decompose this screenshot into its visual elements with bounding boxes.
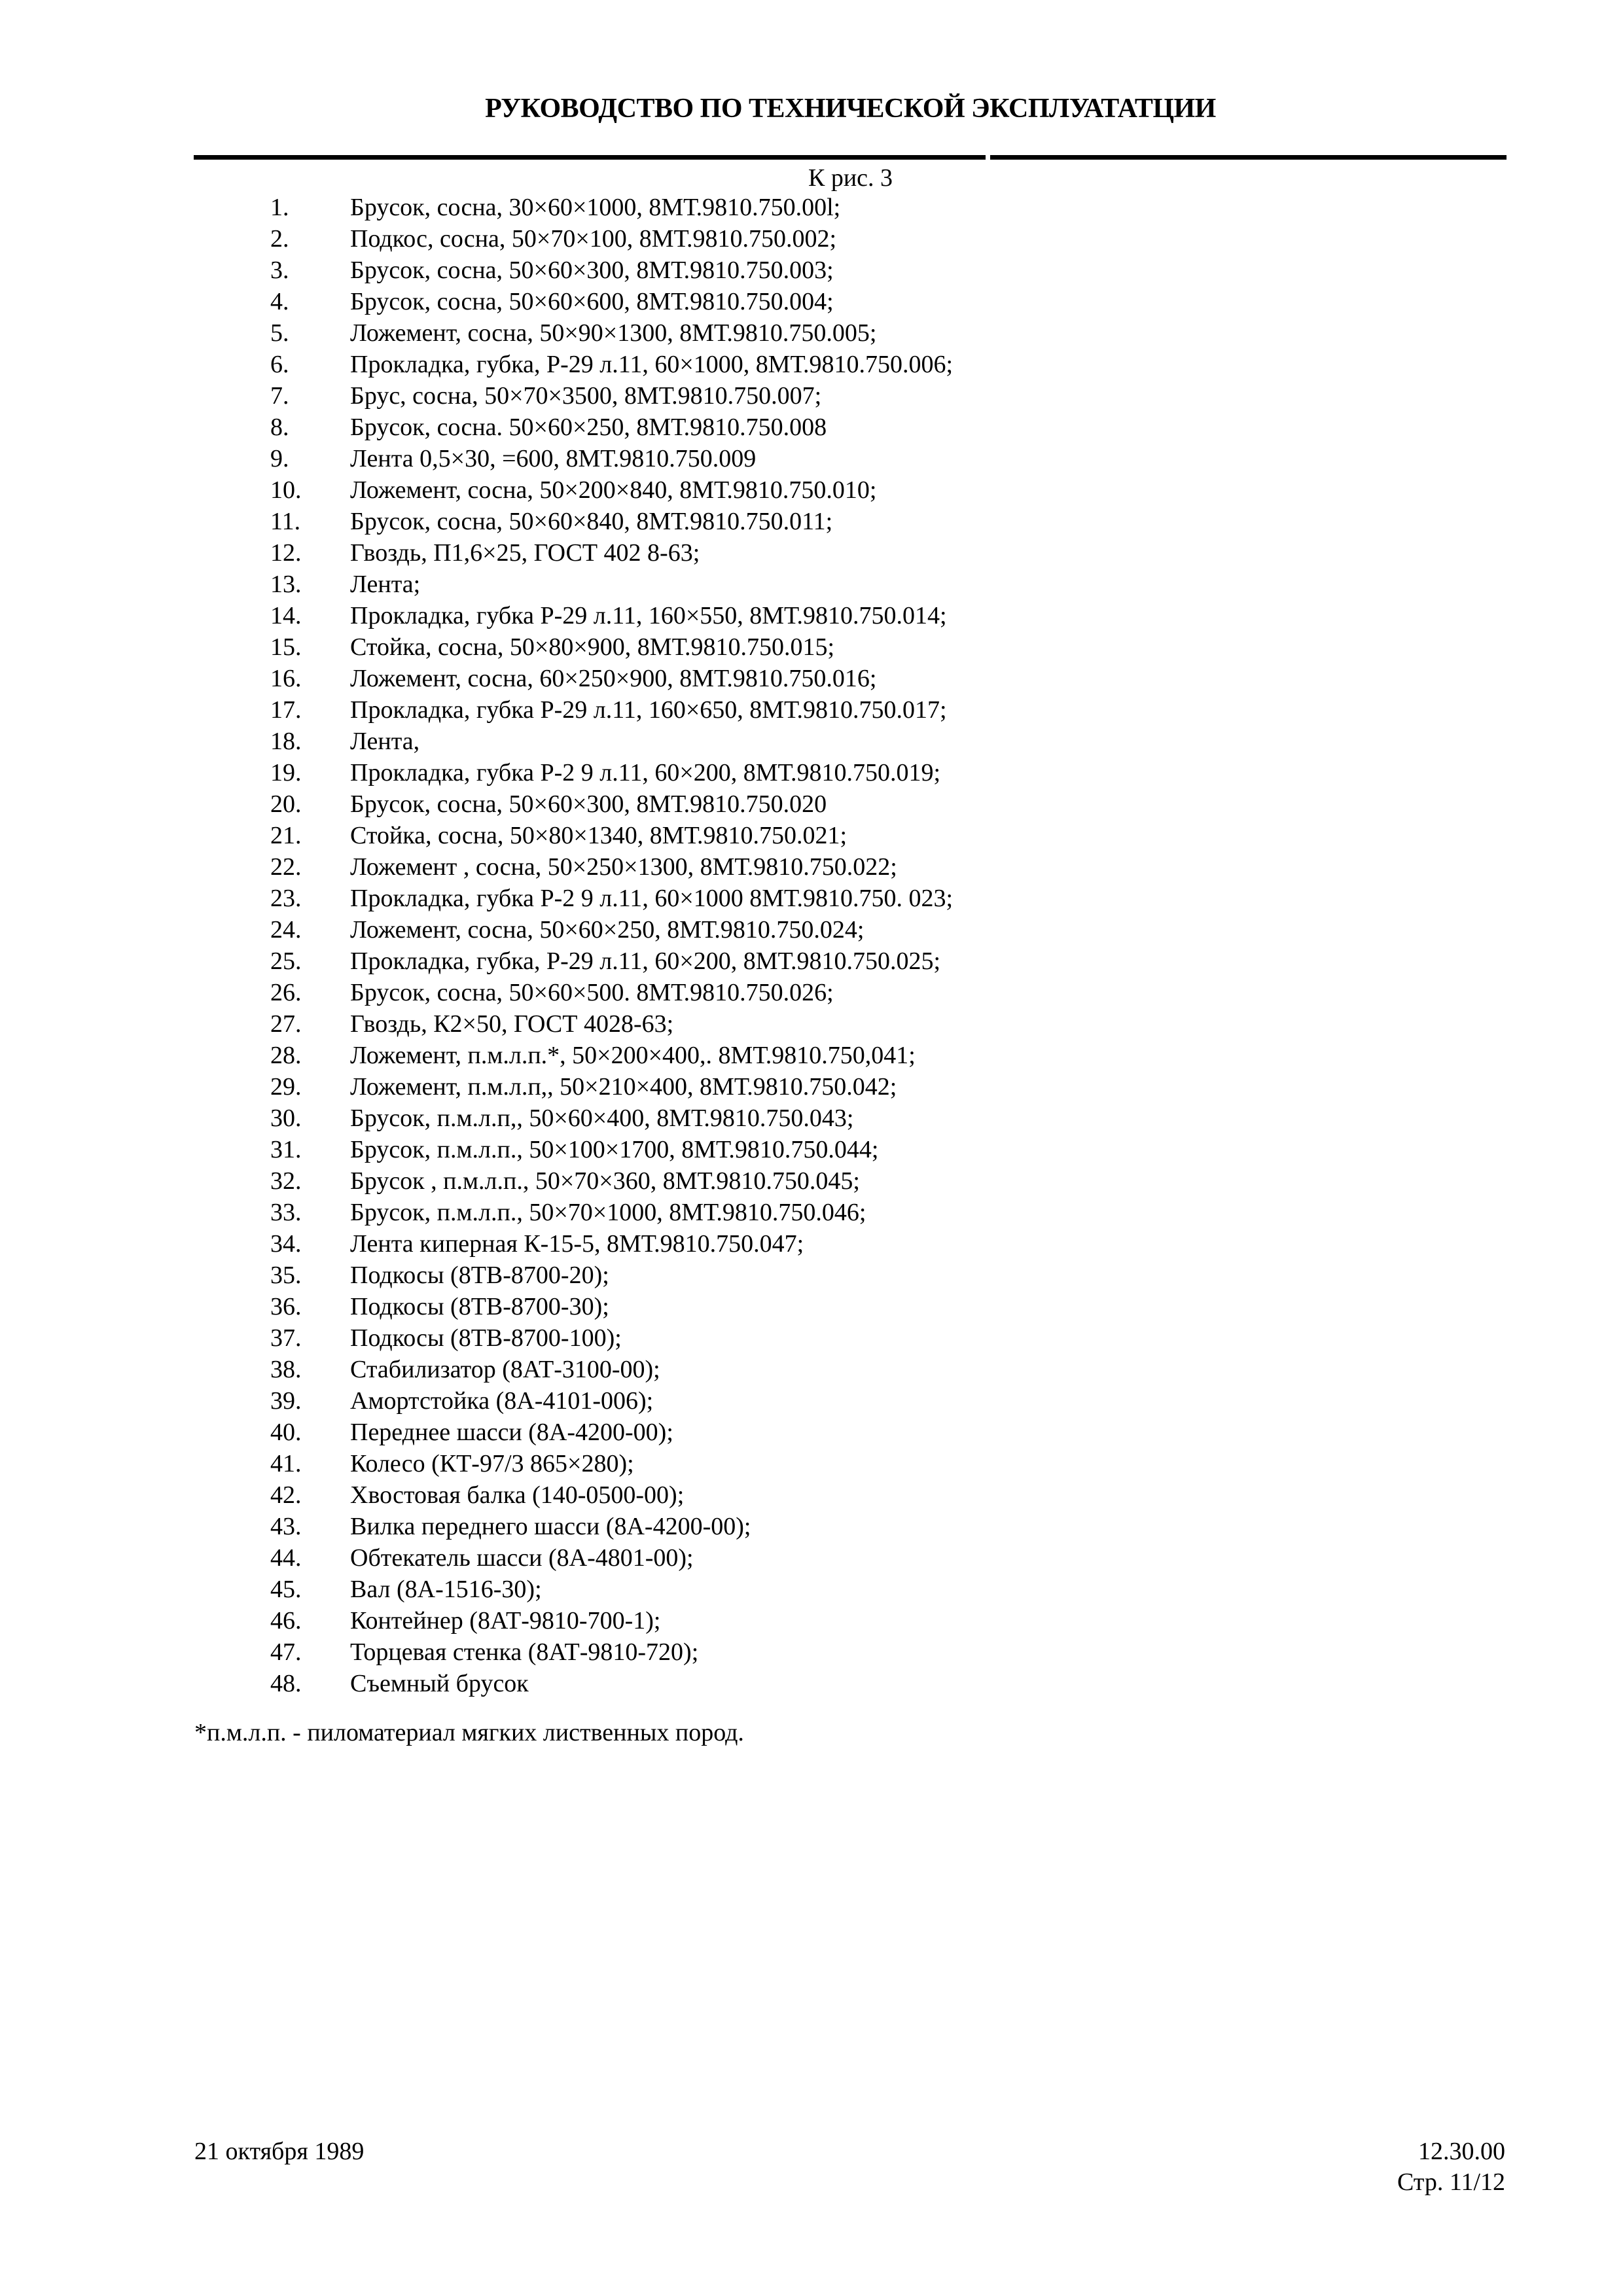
list-item-text: Колесо (КТ-97/3 865×280); — [350, 1450, 634, 1477]
list-item — [0, 1134, 1623, 1165]
document-title: РУКОВОДСТВО ПО ТЕХНИЧЕСКОЙ ЭКСПЛУАТАТЦИИ — [485, 94, 1216, 124]
list-item-text: Подкосы (8ТВ-8700-100); — [350, 1324, 622, 1352]
list-item-text: Брусок, сосна. 50×60×250, 8МТ.9810.750.008 — [350, 414, 827, 441]
list-item-text: Брусок , п.м.л.п., 50×70×360, 8МТ.9810.750.045; — [350, 1167, 860, 1195]
list-item — [0, 1479, 1623, 1511]
list-item — [0, 1668, 1623, 1699]
list-item-text: Брусок, сосна, 50×60×840, 8МТ.9810.750.011; — [350, 508, 833, 535]
list-item-text: Подкосы (8ТВ-8700-30); — [350, 1293, 609, 1320]
list-item — [0, 537, 1623, 569]
list-item-text: Ложемент, п.м.л.п,, 50×210×400, 8МТ.9810.750.042; — [350, 1073, 897, 1101]
list-item-number: 8. — [270, 414, 289, 441]
list-item-text: Обтекатель шасси (8А-4801-00); — [350, 1544, 694, 1572]
list-item-number: 3. — [270, 256, 289, 284]
list-item — [0, 506, 1623, 537]
list-item — [0, 255, 1623, 286]
list-item-number: 47. — [270, 1638, 302, 1666]
list-item-text: Прокладка, губка Р-29 л.11, 160×650, 8МТ.9810.750.017; — [350, 696, 947, 724]
list-item-number: 11. — [270, 508, 301, 535]
list-item-number: 31. — [270, 1136, 302, 1163]
footer-page-number: Стр. 11/12 — [1397, 2168, 1505, 2196]
list-item — [0, 1542, 1623, 1574]
list-item-number: 42. — [270, 1481, 302, 1509]
list-item-number: 18. — [270, 728, 302, 755]
list-item — [0, 1417, 1623, 1448]
list-item-text: Брусок, сосна, 50×60×600, 8МТ.9810.750.004; — [350, 288, 834, 315]
list-item-number: 15. — [270, 633, 302, 661]
list-item — [0, 851, 1623, 883]
list-item — [0, 1322, 1623, 1354]
list-item-number: 48. — [270, 1670, 302, 1697]
list-item-text: Лента, — [350, 728, 420, 755]
list-item-text: Ложемент, сосна, 50×90×1300, 8МТ.9810.750.005; — [350, 319, 877, 347]
list-item-number: 14. — [270, 602, 302, 629]
list-item-text: Хвостовая балка (140-0500-00); — [350, 1481, 685, 1509]
list-item-number: 16. — [270, 665, 302, 692]
list-item-text: Подкос, сосна, 50×70×100, 8МТ.9810.750.002; — [350, 225, 837, 253]
list-item-number: 38. — [270, 1356, 302, 1383]
figure-caption: К рис. 3 — [808, 164, 893, 192]
list-item — [0, 1040, 1623, 1071]
list-item-number: 28. — [270, 1042, 302, 1069]
list-item-number: 45. — [270, 1576, 302, 1603]
list-item — [0, 1071, 1623, 1103]
list-item-text: Прокладка, губка Р-2 9 л.11, 60×200, 8МТ.9810.750.019; — [350, 759, 941, 786]
list-item-number: 25. — [270, 947, 302, 975]
list-item-text: Ложемент, сосна, 50×200×840, 8МТ.9810.750.010; — [350, 476, 877, 504]
list-item-text: Прокладка, губка, Р-29 л.11, 60×1000, 8МТ.9810.750.006; — [350, 351, 954, 378]
list-item — [0, 663, 1623, 694]
list-item-number: 33. — [270, 1199, 302, 1226]
list-item-number: 7. — [270, 382, 289, 410]
list-item-number: 13. — [270, 571, 302, 598]
list-item-number: 24. — [270, 916, 302, 944]
list-item — [0, 1448, 1623, 1479]
list-item-text: Лента; — [350, 571, 421, 598]
list-item-text: Брусок, п.м.л.п,, 50×60×400, 8МТ.9810.750.043; — [350, 1104, 854, 1132]
list-item-number: 9. — [270, 445, 289, 472]
list-item-number: 34. — [270, 1230, 302, 1258]
list-item-text: Переднее шасси (8А-4200-00); — [350, 1419, 673, 1446]
list-item — [0, 349, 1623, 380]
list-item-text: Ложемент , сосна, 50×250×1300, 8МТ.9810.750.022; — [350, 853, 897, 881]
footer-date: 21 октября 1989 — [194, 2138, 365, 2165]
list-item-number: 4. — [270, 288, 289, 315]
list-item-text: Брусок, п.м.л.п., 50×70×1000, 8МТ.9810.750.046; — [350, 1199, 866, 1226]
list-item — [0, 600, 1623, 631]
list-item — [0, 914, 1623, 945]
list-item-number: 2. — [270, 225, 289, 253]
list-item-number: 21. — [270, 822, 302, 849]
list-item-text: Гвоздь, К2×50, ГОСТ 4028-63; — [350, 1010, 674, 1038]
list-item-text: Прокладка, губка Р-2 9 л.11, 60×1000 8МТ.9810.750. 023; — [350, 885, 954, 912]
list-item-number: 36. — [270, 1293, 302, 1320]
list-item — [0, 443, 1623, 474]
list-item-text: Вал (8А-1516-30); — [350, 1576, 542, 1603]
list-item-text: Съемный брусок — [350, 1670, 529, 1697]
footer-doc-code: 12.30.00 — [1418, 2138, 1505, 2165]
list-item-number: 6. — [270, 351, 289, 378]
list-item-text: Брусок, сосна, 50×60×500. 8МТ.9810.750.026; — [350, 979, 834, 1006]
list-item-text: Брус, сосна, 50×70×3500, 8МТ.9810.750.007; — [350, 382, 822, 410]
list-item — [0, 412, 1623, 443]
list-item — [0, 820, 1623, 851]
list-item-text: Ложемент, сосна, 60×250×900, 8МТ.9810.750.016; — [350, 665, 877, 692]
list-item-number: 39. — [270, 1387, 302, 1415]
list-item — [0, 631, 1623, 663]
list-item-number: 26. — [270, 979, 302, 1006]
list-item-number: 17. — [270, 696, 302, 724]
list-item-number: 12. — [270, 539, 302, 567]
list-item-number: 10. — [270, 476, 302, 504]
list-item-text: Ложемент, п.м.л.п.*, 50×200×400,. 8МТ.9810.750,041; — [350, 1042, 916, 1069]
list-item-number: 43. — [270, 1513, 302, 1540]
list-item-text: Брусок, п.м.л.п., 50×100×1700, 8МТ.9810.750.044; — [350, 1136, 879, 1163]
list-item — [0, 1574, 1623, 1605]
list-item — [0, 380, 1623, 412]
list-item — [0, 1354, 1623, 1385]
list-item-text: Амортстойка (8А-4101-006); — [350, 1387, 654, 1415]
list-item — [0, 474, 1623, 506]
list-item — [0, 1165, 1623, 1197]
header-divider — [194, 155, 1507, 160]
list-item-text: Торцевая стенка (8АТ-9810-720); — [350, 1638, 699, 1666]
list-item-number: 44. — [270, 1544, 302, 1572]
list-item-text: Стойка, сосна, 50×80×1340, 8МТ.9810.750.021; — [350, 822, 847, 849]
list-item — [0, 883, 1623, 914]
list-item-text: Брусок, сосна, 50×60×300, 8МТ.9810.750.020 — [350, 790, 827, 818]
list-item — [0, 1197, 1623, 1228]
list-item-number: 41. — [270, 1450, 302, 1477]
list-item-number: 1. — [270, 194, 289, 221]
list-item — [0, 1291, 1623, 1322]
list-item — [0, 945, 1623, 977]
list-item — [0, 788, 1623, 820]
list-item — [0, 569, 1623, 600]
list-item-number: 32. — [270, 1167, 302, 1195]
list-item-text: Стабилизатор (8АТ-3100-00); — [350, 1356, 660, 1383]
list-item-number: 29. — [270, 1073, 302, 1101]
list-item-text: Стойка, сосна, 50×80×900, 8МТ.9810.750.015; — [350, 633, 835, 661]
list-item — [0, 726, 1623, 757]
list-item — [0, 317, 1623, 349]
list-item — [0, 694, 1623, 726]
list-item-text: Прокладка, губка, Р-29 л.11, 60×200, 8МТ.9810.750.025; — [350, 947, 941, 975]
list-item-number: 27. — [270, 1010, 302, 1038]
list-item-number: 19. — [270, 759, 302, 786]
list-item — [0, 1008, 1623, 1040]
list-item-text: Брусок, сосна, 30×60×1000, 8МТ.9810.750.00l; — [350, 194, 841, 221]
list-item-number: 22. — [270, 853, 302, 881]
list-item — [0, 1228, 1623, 1260]
list-item-text: Подкосы (8ТВ-8700-20); — [350, 1262, 609, 1289]
list-item-text: Контейнер (8АТ-9810-700-1); — [350, 1607, 661, 1634]
list-item — [0, 223, 1623, 255]
list-item-number: 35. — [270, 1262, 302, 1289]
list-item — [0, 1260, 1623, 1291]
list-item-text: Лента 0,5×30, =600, 8МТ.9810.750.009 — [350, 445, 757, 472]
list-item-number: 37. — [270, 1324, 302, 1352]
list-item-text: Брусок, сосна, 50×60×300, 8МТ.9810.750.003; — [350, 256, 834, 284]
list-item-text: Лента киперная К-15-5, 8МТ.9810.750.047; — [350, 1230, 804, 1258]
list-item-text: Прокладка, губка Р-29 л.11, 160×550, 8МТ.9810.750.014; — [350, 602, 947, 629]
footnote: *п.м.л.п. - пиломатериал мягких лиственных пород. — [194, 1719, 744, 1746]
list-item-text: Вилка переднего шасси (8А-4200-00); — [350, 1513, 751, 1540]
list-item — [0, 1636, 1623, 1668]
list-item — [0, 1605, 1623, 1636]
list-item-text: Гвоздь, П1,6×25, ГОСТ 402 8-63; — [350, 539, 700, 567]
list-item — [0, 977, 1623, 1008]
list-item-number: 5. — [270, 319, 289, 347]
list-item-text: Ложемент, сосна, 50×60×250, 8МТ.9810.750.024; — [350, 916, 865, 944]
list-item-number: 23. — [270, 885, 302, 912]
parts-list — [0, 192, 1623, 1699]
list-item-number: 20. — [270, 790, 302, 818]
list-item — [0, 192, 1623, 223]
list-item — [0, 1511, 1623, 1542]
list-item-number: 30. — [270, 1104, 302, 1132]
list-item-number: 46. — [270, 1607, 302, 1634]
list-item — [0, 286, 1623, 317]
list-item — [0, 1385, 1623, 1417]
list-item — [0, 1103, 1623, 1134]
list-item-number: 40. — [270, 1419, 302, 1446]
list-item — [0, 757, 1623, 788]
